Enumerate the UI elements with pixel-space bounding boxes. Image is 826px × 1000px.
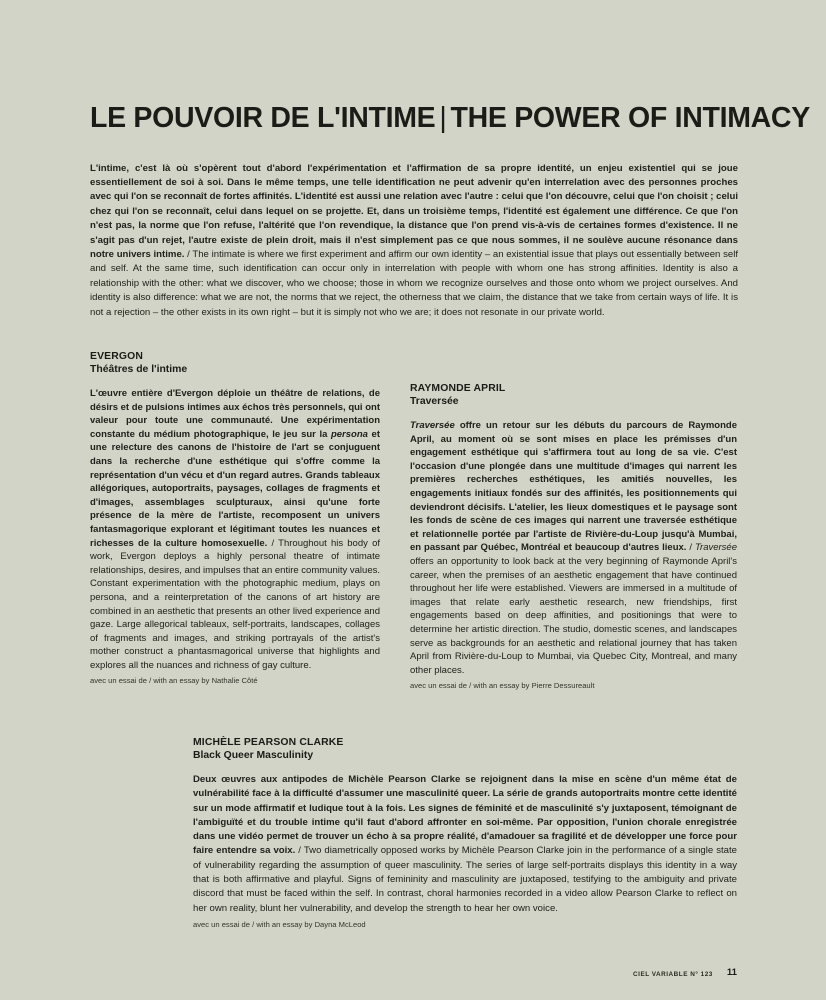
page-title-english: THE POWER OF INTIMACY bbox=[450, 102, 810, 134]
body-french-italic: Traversée bbox=[410, 420, 455, 431]
body-french-part2: offre un retour sur les débuts du parcours de Raymonde April, au moment où se sont mises en place les prémisses d'un engagement esthétique qui s'affirmera tout au long de sa vie. C'est l'occasion d'une plongée dans une multitude d'images qui narrent les premières recherches esthétiques, les amitiés nouvelles, les engagements initiaux fondés sur des affinités, les positionnements qui deviendront décisifs. L'atelier, les lieux domestiques et le paysage sont les fonds de scène de ces images qui narrent une traversée esthétique et relationnelle portée par l'artiste de Rivière-du-Loup jusqu'à Mumbai, en passant par Québec, Montréal et beaucoup d'autres lieux. bbox=[410, 420, 737, 554]
page-title-block bbox=[90, 102, 810, 134]
page-title-separator: | bbox=[439, 102, 447, 134]
essay-credit: avec un essai de / with an essay by Pierre Dessureault bbox=[410, 681, 595, 691]
artist-name: EVERGON bbox=[90, 351, 144, 362]
body-separator: / bbox=[267, 537, 279, 549]
body-separator: / bbox=[686, 542, 695, 554]
intro-paragraph bbox=[90, 162, 738, 320]
essay-credit: avec un essai de / with an essay by Dayna McLeod bbox=[193, 919, 366, 929]
body-separator: / bbox=[295, 845, 304, 857]
body-french-part1: L'œuvre entière d'Evergon déploie un théâtre de relations, de désirs et de pulsions intimes aux échos très personnels, qui ont valeur pour toute une communauté. Une expérimentation constante du médium photographique, le jeu sur la bbox=[90, 388, 380, 440]
body-english: offers an opportunity to look back at the very beginning of Raymonde April's career, when the premises of an aesthetic engagement that have continued throughout her life were established. Viewers are immersed in a multitude of images that relate early aesthetic research, new friendships, first engagements based on deep affinities, and positionings that were to determine her artistic direction. The studio, domestic scenes, and landscapes serve as backgrounds for an aesthetic and relational journey that has taken April from Rivière-du-Loup to Mumbai, via Quebec City, Montreal, and many other places. bbox=[410, 555, 737, 676]
section-body bbox=[90, 387, 380, 672]
body-french-part1: Deux œuvres aux antipodes de Michèle Pearson Clarke se rejoignent dans la mise en scène d'un même état de vulnérabilité face à la difficulté d'assumer une masculinité queer. La série de grands autoportraits montre cette identité sur un mode affirmatif et ludique tout à la fois. Les signes de féminité et de masculinité s'y juxtaposent, témoignant de l'ambiguïté et du trouble intime qu'il faut d'abord affronter en soi-même. Par opposition, l'union chorale enregistrée dans une vidéo permet de trouver un écho à sa propre réalité, d'amadouer sa fragilité et de développer une force pour faire entendre sa voix. bbox=[193, 774, 737, 857]
page-title-french: LE POUVOIR DE L'INTIME bbox=[90, 102, 436, 134]
intro-separator: / bbox=[184, 249, 193, 261]
body-english-italic: Traversée bbox=[694, 542, 737, 554]
intro-english: The intimate is where we first experiment and affirm our own identity – an existential issue that plays out essentially between self and self. At the same time, such identification can occur only in interrelation with people with whom one has strong affinities. Identity is also a relationship with the other: what we discover, who we choose; those in whom we recognize ourselves and those onto whom we project ourselves. And identity is also difference: what we are not, the norms that we reject, the otherness that we claim, the distance that we take from certain ways of life. It is not a rejection – the other exists in its own right – but it is simply not who we are; it does not resonate in our private world. bbox=[90, 249, 739, 318]
page-title bbox=[90, 102, 810, 134]
artist-name: RAYMONDE APRIL bbox=[410, 383, 506, 394]
footer-page-number: 11 bbox=[726, 967, 737, 979]
intro-french: L'intime, c'est là où s'opèrent tout d'abord l'expérimentation et l'affirmation de sa propre identité, un enjeu existentiel qui se joue essentiellement de soi à soi. Dans le même temps, une telle identification ne peut advenir qu'en interrelation avec des personnes proches avec qui l'on se reconnaît de fortes affinités. L'identité est aussi une relation avec l'autre : celui que l'on découvre, celui que l'on choisit ; celui chez qui l'on se reconnaît, celui dans lequel on se projette. Et, dans un troisième temps, l'identité est également une différence. Ce que l'on n'est pas, la norme que l'on refuse, l'altérité que l'on revendique, la distance que l'on prend vis-à-vis de certaines formes d'existence. Il ne s'agit pas d'un rejet, l'autre existe de plein droit, mais il n'est simplement pas ce que nous sommes, il ne soulève aucune résonance dans notre univers intime. bbox=[90, 162, 738, 261]
artist-name: MICHÈLE PEARSON CLARKE bbox=[193, 737, 344, 748]
body-french-part2: et une relecture des canons de l'histoire de l'art se conjuguent dans la recherche d'une esthétique qui s'offre comme la représentation d'un vécu et d'un regard autres. Grands tableaux allégoriques, autoportraits, paysages, collages de fragments et d'images, assemblages sculpturaux, ainsi qu'une forte présence de la mère de l'artiste, recomposent un univers fantasmagorique explorant et légitimant toutes les nuances et richesses de la culture homosexuelle. bbox=[90, 428, 380, 549]
section-michele-pearson-clarke bbox=[193, 736, 737, 930]
page-footer bbox=[90, 964, 737, 978]
section-evergon bbox=[90, 350, 380, 686]
body-english: Two diametrically opposed works by Michèle Pearson Clarke join in the performance of a single state of vulnerability regarding the assumption of queer masculinity. The series of large self-portraits displays this identity in a way that is both affirmative and playful. Signs of femininity and masculinity are juxtaposed, testifying to the ambiguity and private discord that must be faced within the self. In contrast, choral harmonies recorded in a video allow Pearson Clarke to reflect on her own reality, blunt her vulnerability, and develop the strength to hear her own voice. bbox=[193, 845, 738, 914]
work-title: Black Queer Masculinity bbox=[193, 750, 314, 761]
section-raymonde-april bbox=[410, 382, 737, 691]
body-french-italic: persona bbox=[330, 428, 368, 440]
section-body bbox=[193, 773, 737, 916]
section-body bbox=[410, 419, 737, 677]
essay-credit: avec un essai de / with an essay by Nathalie Côté bbox=[90, 676, 258, 686]
body-english: Throughout his body of work, Evergon deploys a highly personal theatre of intimate relationships, desires, and impulses that an entire community values. Constant experimentation with the photographic medium, plays on persona, and a reinterpretation of the canons of art history are combined in an aesthetic that presents an other lived experience and gaze. Large allegorical tableaux, self-portraits, landscapes, collages of fragments and images, and striking portrayals of the artist's mother construct a phantasmagorical universe that highlights and explores all the nuances and richness of gay culture. bbox=[90, 537, 380, 671]
work-title: Théâtres de l'intime bbox=[90, 364, 188, 375]
footer-issue-label: CIEL VARIABLE N° 123 bbox=[633, 971, 713, 978]
work-title: Traversée bbox=[410, 396, 459, 407]
